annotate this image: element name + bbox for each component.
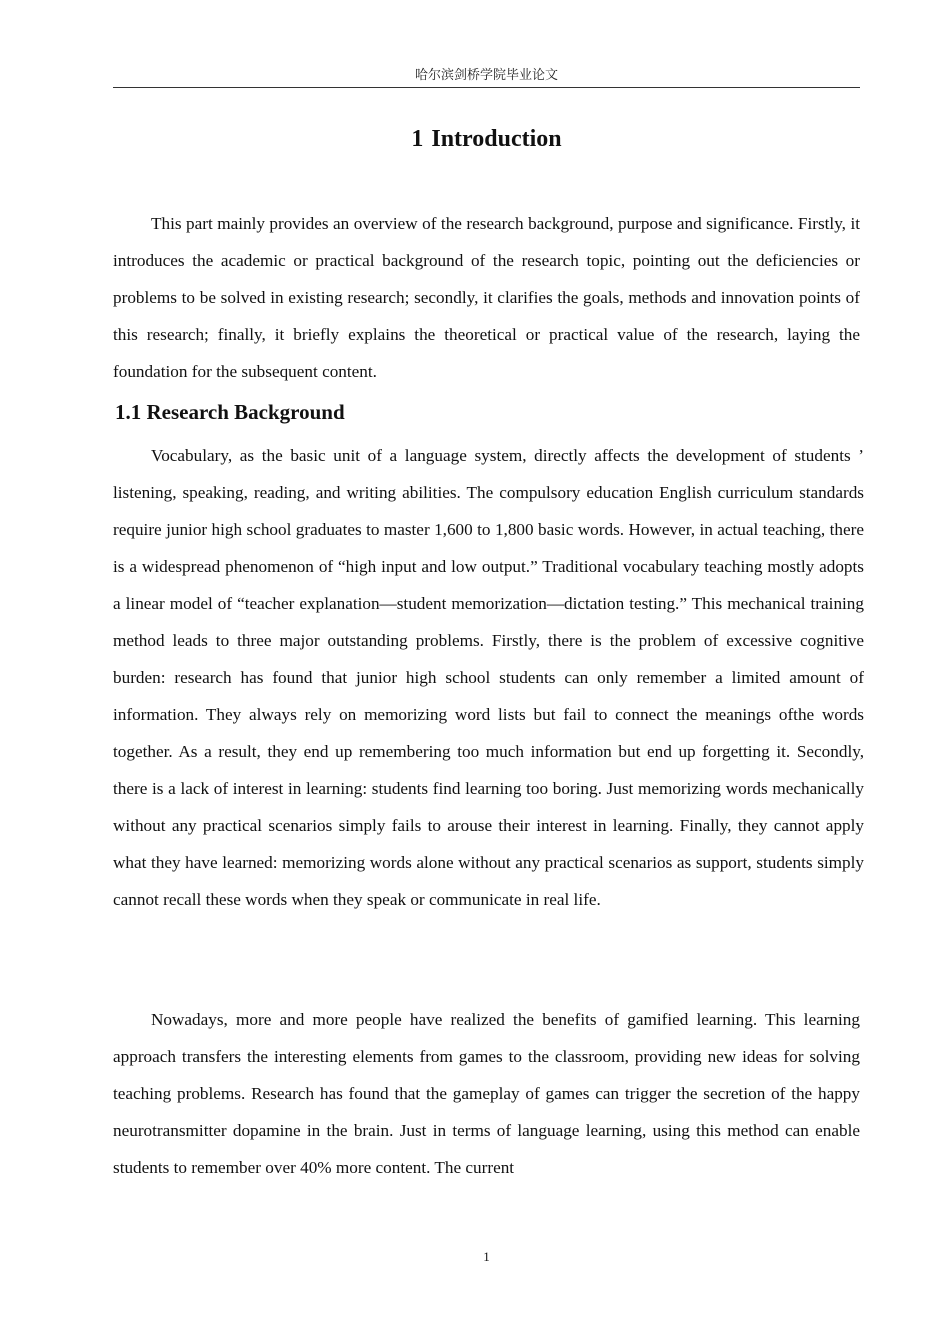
section-title: 1.1 Research Background: [115, 400, 345, 424]
intro-paragraph: This part mainly provides an overview of the research background, purpose and significance. Firstly, it introduces the academic or practical background of the research topic, pointing out the deficiencies or problems to be solved in existing research; secondly, it clarifies the goals, methods and innovation points of this research; finally, it briefly explains the theoretical or practical value of the research, laying the foundation for the subsequent content.: [113, 214, 860, 381]
header-divider: [113, 87, 860, 88]
page-number: 1: [483, 1249, 490, 1264]
body-paragraph-1: Vocabulary, as the basic unit of a language system, directly affects the development of students ’ listening, speaking, reading, and writing abilities. The compulsory education English curriculum standards require junior high school graduates to master 1,600 to 1,800 basic words. However, in actual teaching, there is a widespread phenomenon of “high input and low output.” Traditional vocabulary teaching mostly adopts a linear model of “teacher explanation—student memorization—dictation testing.” This mechanical training method leads to three major outstanding problems. Firstly, there is the problem of excessive cognitive burden: research has found that junior high school students can only remember a limited amount of information. They always rely on memorizing word lists but fail to connect the meanings ofthe words together. As a result, they end up remembering too much information but end up forgetting it. Secondly, there is a lack of interest in learning: students find learning too boring. Just memorizing words mechanically without any practical scenarios simply fails to arouse their interest in learning. Finally, they cannot apply what they have learned: memorizing words alone without any practical scenarios as support, students simply cannot recall these words when they speak or communicate in real life.: [113, 446, 864, 909]
body-paragraph-2: Nowadays, more and more people have realized the benefits of gamified learning. This learning approach transfers the interesting elements from games to the classroom, providing new ideas for solving teaching problems. Research has found that the gameplay of games can trigger the secretion of the happy neurotransmitter dopamine in the brain. Just in terms of language learning, using this method can enable students to remember over 40% more content. The current: [113, 1010, 860, 1177]
running-header: 哈尔滨剑桥学院毕业论文: [414, 67, 558, 82]
chapter-title: 1 Introduction: [411, 126, 562, 152]
